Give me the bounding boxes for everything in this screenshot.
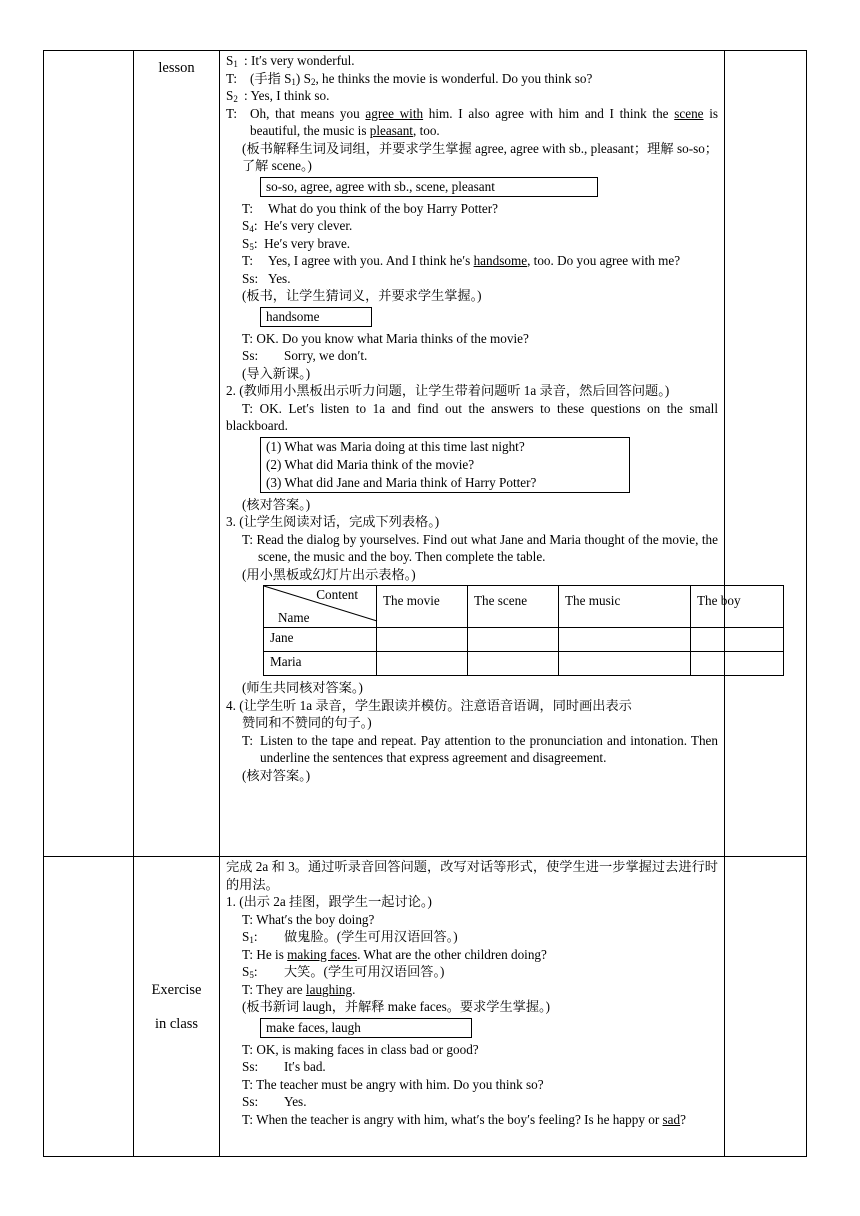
dialog-line: T: What′s the boy doing?	[242, 911, 375, 927]
dialog-line: T: The teacher must be angry with him. Do you think so?	[242, 1076, 544, 1092]
dialog-line: T: (手指 $S_1$) $S_2$, he thinks the movie is wonderful. Do you think so?	[226, 70, 593, 87]
column-header: The scene	[468, 586, 559, 628]
dialog-line: Ss: Yes.	[242, 1094, 307, 1109]
blank-right-cell	[725, 857, 807, 1157]
table-row	[264, 628, 784, 652]
dialog-line: T: OK. Do you know what Maria thinks of the movie?	[242, 330, 529, 346]
question: (2) What did Maria think of the movie?	[266, 456, 475, 472]
dialog-line: T: OK, is making faces in class bad or good?	[242, 1041, 479, 1057]
dialog-line: T: OK. Let′s listen to 1a and find out the answers to these questions on the small blackboard.	[226, 400, 718, 433]
dialog-line: $S_2$ : Yes, I think so.	[226, 88, 330, 104]
exercise-content-cell	[220, 857, 725, 1157]
dialog-line: T: Yes, I agree with you. And I think he′s handsome, too. Do you agree with me?	[242, 253, 681, 268]
board-box: handsome	[260, 307, 372, 327]
table-cell	[377, 628, 468, 652]
dialog-line: $S_1$: 做鬼脸。(学生可用汉语回答。)	[242, 929, 458, 945]
dialog-line: Ss: Sorry, we don′t.	[242, 348, 368, 363]
row-header: Jane	[264, 628, 377, 652]
lesson-content-cell	[220, 51, 741, 857]
step-2: 2. (教师用小黑板出示听力问题，让学生带着问题听 1a 录音，然后回答问题。)	[226, 383, 670, 398]
lesson-row	[44, 51, 807, 857]
dialog-line: T: When the teacher is angry with him, what′s the boy′s feeling? Is he happy or sad?	[242, 1111, 686, 1127]
dialog-line: $S_5$: 大笑。(学生可用汉语回答。)	[242, 964, 445, 980]
step-4: 4. (让学生听 1a 录音，学生跟读并模仿。注意语音语调，同时画出表示 赞同和不赞同的句子。)	[226, 697, 632, 730]
dialog-line: T: They are laughing.	[242, 981, 356, 997]
blank-left-cell	[44, 51, 134, 857]
board-note: (核对答案。)	[242, 767, 311, 783]
board-note: (板书新词 laugh，并解释 make faces。要求学生掌握。)	[242, 999, 551, 1014]
board-note: (师生共同核对答案。)	[242, 680, 363, 695]
diagonal-label-content: Content	[316, 587, 358, 602]
table-cell	[468, 628, 559, 652]
table-cell	[468, 652, 559, 676]
board-box: so-so, agree, agree with sb., scene, pleasant	[260, 177, 598, 197]
column-header: The boy	[691, 586, 784, 628]
lesson-plan-table	[43, 50, 807, 1157]
table-cell	[559, 628, 691, 652]
dialog-line: $S_5$ : He′s very brave.	[242, 235, 351, 252]
dialog-line: Ss: Yes.	[242, 270, 291, 286]
column-header: The music	[559, 586, 691, 628]
dialog-line: T: He is making faces. What are the other children doing?	[242, 946, 547, 962]
dialog-line: T: Listen to the tape and repeat. Pay attention to the pronunciation and intonation. Then underline the sentences that express agreement and disagreement.	[242, 732, 718, 765]
stage-cell-lesson	[134, 51, 220, 857]
question: (1) What was Maria doing at this time last night?	[266, 438, 525, 454]
exercise-row	[44, 857, 807, 1157]
table-cell	[377, 652, 468, 676]
dialog-line: $S_4$ : He′s very clever.	[242, 218, 353, 234]
board-box: make faces, laugh	[260, 1018, 472, 1038]
board-note: (用小黑板或幻灯片出示表格。)	[242, 566, 416, 582]
questions-box	[260, 437, 630, 493]
dialog-line: Ss: It′s bad.	[242, 1059, 326, 1074]
board-note: (核对答案。)	[242, 496, 311, 512]
board-note: (板书，让学生猜词义，并要求学生掌握。)	[242, 288, 482, 303]
diagonal-header-cell	[264, 586, 377, 628]
blank-left-cell	[44, 857, 134, 1157]
blank-right-cell	[725, 51, 807, 857]
opinion-table	[263, 585, 784, 676]
stage-label-lesson: lesson	[158, 60, 195, 76]
step-3: 3. (让学生阅读对话，完成下列表格。)	[226, 514, 440, 529]
board-note: (板书解释生词及词组，并要求学生掌握 agree, agree with sb., pleasant；理解 so-so；了解 scene。)	[242, 140, 718, 173]
dialog-line: T: Oh, that means you agree with him. I also agree with him and I think the scene is beautiful, the music is pleasant, too.	[226, 105, 719, 138]
board-note: (导入新课。)	[242, 365, 311, 381]
stage-label-exercise: Exercise	[151, 981, 202, 998]
table-cell	[559, 652, 691, 676]
exercise-intro: 完成 2a 和 3。通过听录音回答问题，改写对话等形式，使学生进一步掌握过去进行时的用法。	[226, 859, 718, 892]
question: (3) What did Jane and Maria think of Harry Potter?	[266, 474, 537, 490]
diagonal-label-name: Name	[278, 609, 310, 625]
exercise-content	[220, 857, 724, 1130]
column-header: The movie	[377, 586, 468, 628]
dialog-line: $S_1$ : It′s very wonderful.	[226, 53, 355, 69]
table-row	[264, 652, 784, 676]
opinion-table-wrap	[263, 585, 741, 676]
step-1: 1. (出示 2a 挂图，跟学生一起讨论。)	[226, 894, 432, 909]
row-header: Maria	[264, 652, 377, 676]
dialog-line: T: Read the dialog by yourselves. Find out what Jane and Maria thought of the movie, the scene, the music and the boy. Then complete the table.	[242, 531, 718, 564]
stage-cell-exercise	[134, 857, 220, 1157]
stage-label-in-class: in class	[154, 1015, 199, 1032]
opinion-table-header	[264, 586, 784, 628]
lesson-content	[220, 51, 741, 786]
dialog-line: T: What do you think of the boy Harry Potter?	[242, 200, 498, 216]
